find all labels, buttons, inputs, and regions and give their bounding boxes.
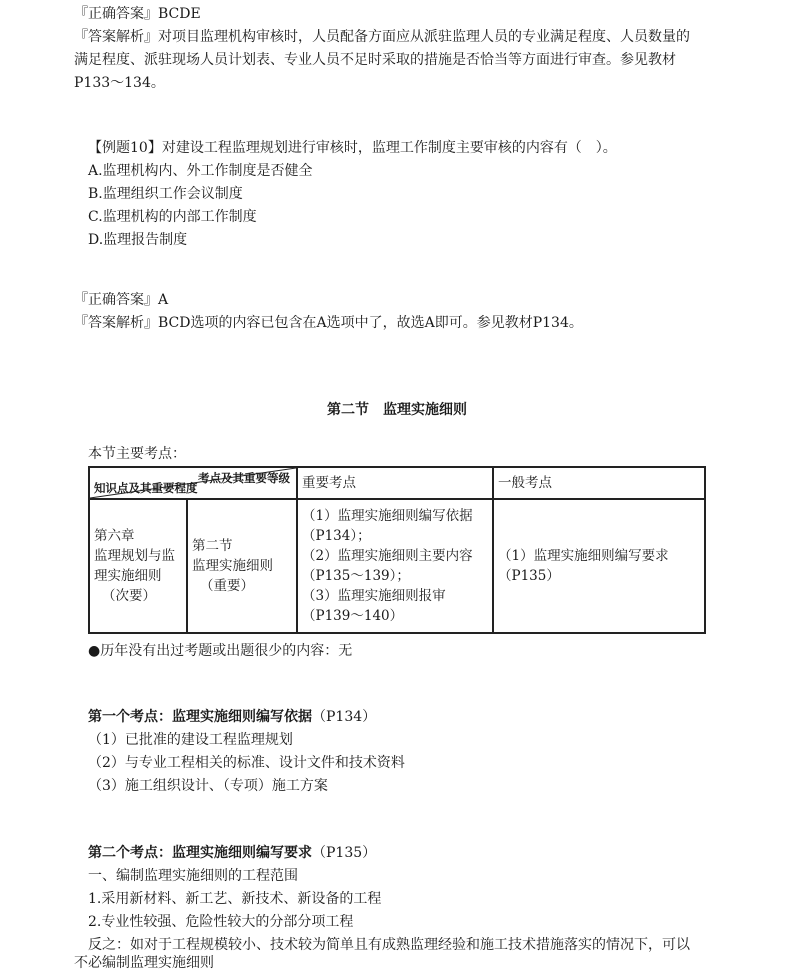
option-b: B.监理组织工作会议制度 — [88, 186, 243, 202]
section-intro: 本节主要考点： — [88, 446, 186, 462]
point2-heading — [88, 843, 376, 863]
important-points-cell: （1）监理实施细则编写依据 （P134）； （2）监理实施细则主要内容 （P135～139）； （3）监理实施细则报审 （P139～140） — [297, 499, 493, 633]
point1-item: （2）与专业工程相关的标准、设计文件和技术资料 — [88, 755, 405, 771]
diag-top-label: 考点及其重要等级 — [198, 471, 290, 485]
question-text: 【例题10】对建设工程监理规划进行审核时，监理工作制度主要审核的内容有（ ）。 — [88, 140, 617, 156]
point2-conversely: 不必编制监理实施细则 — [74, 955, 214, 971]
option-c: C.监理机构的内部工作制度 — [88, 209, 257, 225]
diag-bottom-label: 知识点及其重要程度 — [94, 481, 198, 495]
analysis-line: P133～134。 — [74, 75, 165, 91]
point1-item: （1）已批准的建设工程监理规划 — [88, 732, 293, 748]
point2-subheading: 一、编制监理实施细则的工程范围 — [88, 868, 298, 884]
point2-item: 2.专业性较强、危险性较大的分部分项工程 — [88, 914, 354, 930]
point1-title: 第一个考点：监理实施细则编写依据 — [88, 709, 312, 725]
header-general: 一般考点 — [493, 467, 705, 499]
point2-title: 第二个考点：监理实施细则编写要求 — [88, 845, 312, 861]
answer-line: 『正确答案』BCDE — [74, 6, 201, 22]
chapter-cell: 第六章 监理规划与监 理实施细则 （次要） — [89, 499, 187, 633]
answer-line: 『正确答案』A — [74, 292, 169, 308]
key-points-table — [88, 466, 706, 634]
note-line: ●历年没有出过考题或出题很少的内容：无 — [88, 643, 353, 659]
diagonal-header-cell — [89, 467, 297, 499]
point2-item: 1.采用新材料、新工艺、新技术、新设备的工程 — [88, 891, 382, 907]
header-important: 重要考点 — [297, 467, 493, 499]
analysis-line: 『答案解析』对项目监理机构审核时，人员配备方面应从派驻监理人员的专业满足程度、人员数量的 — [74, 29, 690, 45]
point1-ref: （P134） — [312, 709, 377, 725]
point2-ref: （P135） — [312, 845, 377, 861]
general-points-cell: （1）监理实施细则编写要求 （P135） — [493, 499, 705, 633]
point1-heading — [88, 707, 376, 727]
section-cell: 第二节 监理实施细则 （重要） — [187, 499, 297, 633]
point1-item: （3）施工组织设计、（专项）施工方案 — [88, 778, 328, 794]
point2-conversely: 反之：如对于工程规模较小、技术较为简单且有成熟监理经验和施工技术措施落实的情况下，可以 — [74, 937, 690, 953]
section-title: 第二节 监理实施细则 — [327, 402, 467, 418]
analysis-line: 满足程度、派驻现场人员计划表、专业人员不足时采取的措施是否恰当等方面进行审查。参见教材 — [74, 52, 676, 68]
option-a: A.监理机构内、外工作制度是否健全 — [88, 163, 313, 179]
option-d: D.监理报告制度 — [88, 232, 188, 248]
analysis-line: 『答案解析』BCD选项的内容已包含在A选项中了，故选A即可。参见教材P134。 — [74, 315, 583, 331]
